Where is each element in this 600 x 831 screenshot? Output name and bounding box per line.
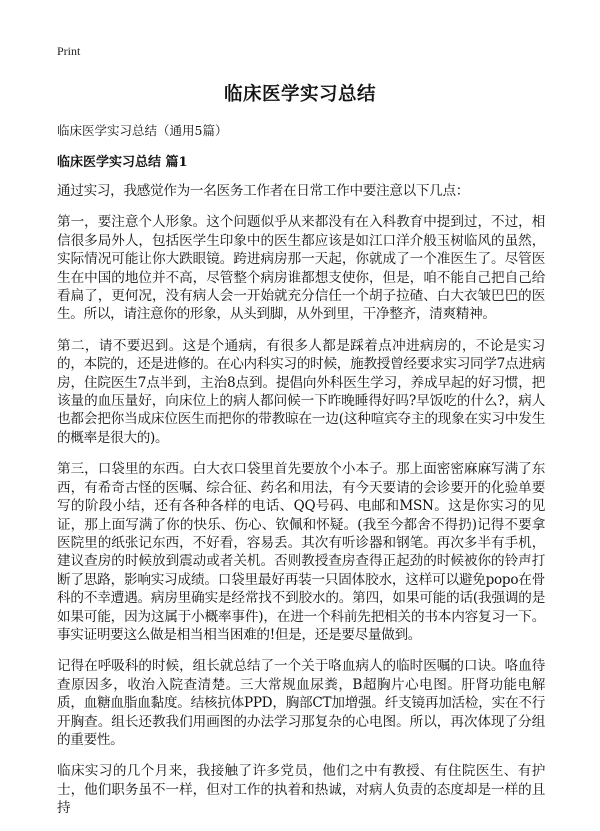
- paragraph-third-point: 第三，口袋里的东西。白大衣口袋里首先要放个小本子。那上面密密麻麻写满了东西，有希奇古怪的医嘱、综合征、药名和用法，有今天要请的会诊要开的化验单要写的阶段小结，还有各种各样的电话、QQ号码、电邮和MSN。这是你实习的见证，那上面写满了你的快乐、伤心、钦佩和怀疑。(我至今都舍不得扔)记得不要拿医院里的纸张记东西，不好看，容易丢。其次有听诊器和钢笔。再次多半有手机，建议查房的时候放到震动或者关机。否则教授查房查得正起劲的时候被你的铃声打断了思路，影响实习成绩。口袋里最好再装一只固体胶水，这样可以避免popo在骨科的不幸遭遇。病房里确实是经常找不到胶水的。第四，如果可能的话(我强调的是如果可能，因为这属于小概率事件)，在进一个科前先把相关的书本内容复习一下。事实证明要这么做是相当相当困难的!但是，还是要尽量做到。: [57, 461, 545, 643]
- document-title: 临床医学实习总结: [223, 84, 376, 105]
- document-body: [57, 182, 545, 831]
- paragraph-respiratory: 记得在呼吸科的时候，组长就总结了一个关于咯血病人的临时医嘱的口诀。咯血待查原因多，收治入院查清楚。三大常规血尿粪，B超胸片心电图。肝肾功能电解质，血糖血脂血黏度。结核抗体PPD，胸部CT加增强。纤支镜再加活检，实在不行开胸查。组长还教我们用画图的办法学习那复杂的心电图。所以，再次体现了分组的重要性。: [57, 658, 545, 748]
- document-subtitle: 临床医学实习总结（通用5篇）: [57, 123, 228, 138]
- paragraph-closing: 临床实习的几个月来，我接触了许多党员，他们之中有教授、有住院医生、有护士，他们职务虽不一样，但对工作的执着和热诚，对病人负责的态度却是一样的且持: [57, 763, 545, 817]
- paragraph-second-point: 第二，请不要迟到。这是个通病，有很多人都是踩着点冲进病房的，不论是实习的，本院的，还是进修的。在心内科实习的时候，施教授曾经要求实习同学7点进病房，住院医生7点半到，主治8点到。提倡向外科医生学习，养成早起的好习惯，把该量的血压量好，向床位上的病人都问候一下昨晚睡得好吗?早饭吃的什么?，病人也都会把你当成床位医生而把你的带教晾在一边(这种喧宾夺主的现象在实习中发生的概率是很大的)。: [57, 337, 545, 446]
- print-label[interactable]: Print: [57, 44, 81, 58]
- paragraph-intro: 通过实习，我感觉作为一名医务工作者在日常工作中要注意以下几点：: [57, 183, 470, 199]
- section-heading: 临床医学实习总结 篇1: [57, 155, 188, 170]
- paragraph-first-point: 第一，要注意个人形象。这个问题似乎从来都没有在入科教育中提到过，不过，相信很多局外人，包括医学生印象中的医生都应该是如江口洋介般玉树临风的虽然，实际情况可能让你大跌眼镜。跨进病房那一天起，你就成了一个准医生了。尽管医生在中国的地位并不高，尽管整个病房谁都想支使你，但是，咱不能自己把自己给看扁了，更何况，没有病人会一开始就充分信任一个胡子拉碴、白大衣皱巴巴的医生。所以，请注意你的形象，从头到脚，从外到里，干净整齐，清爽精神。: [57, 214, 545, 323]
